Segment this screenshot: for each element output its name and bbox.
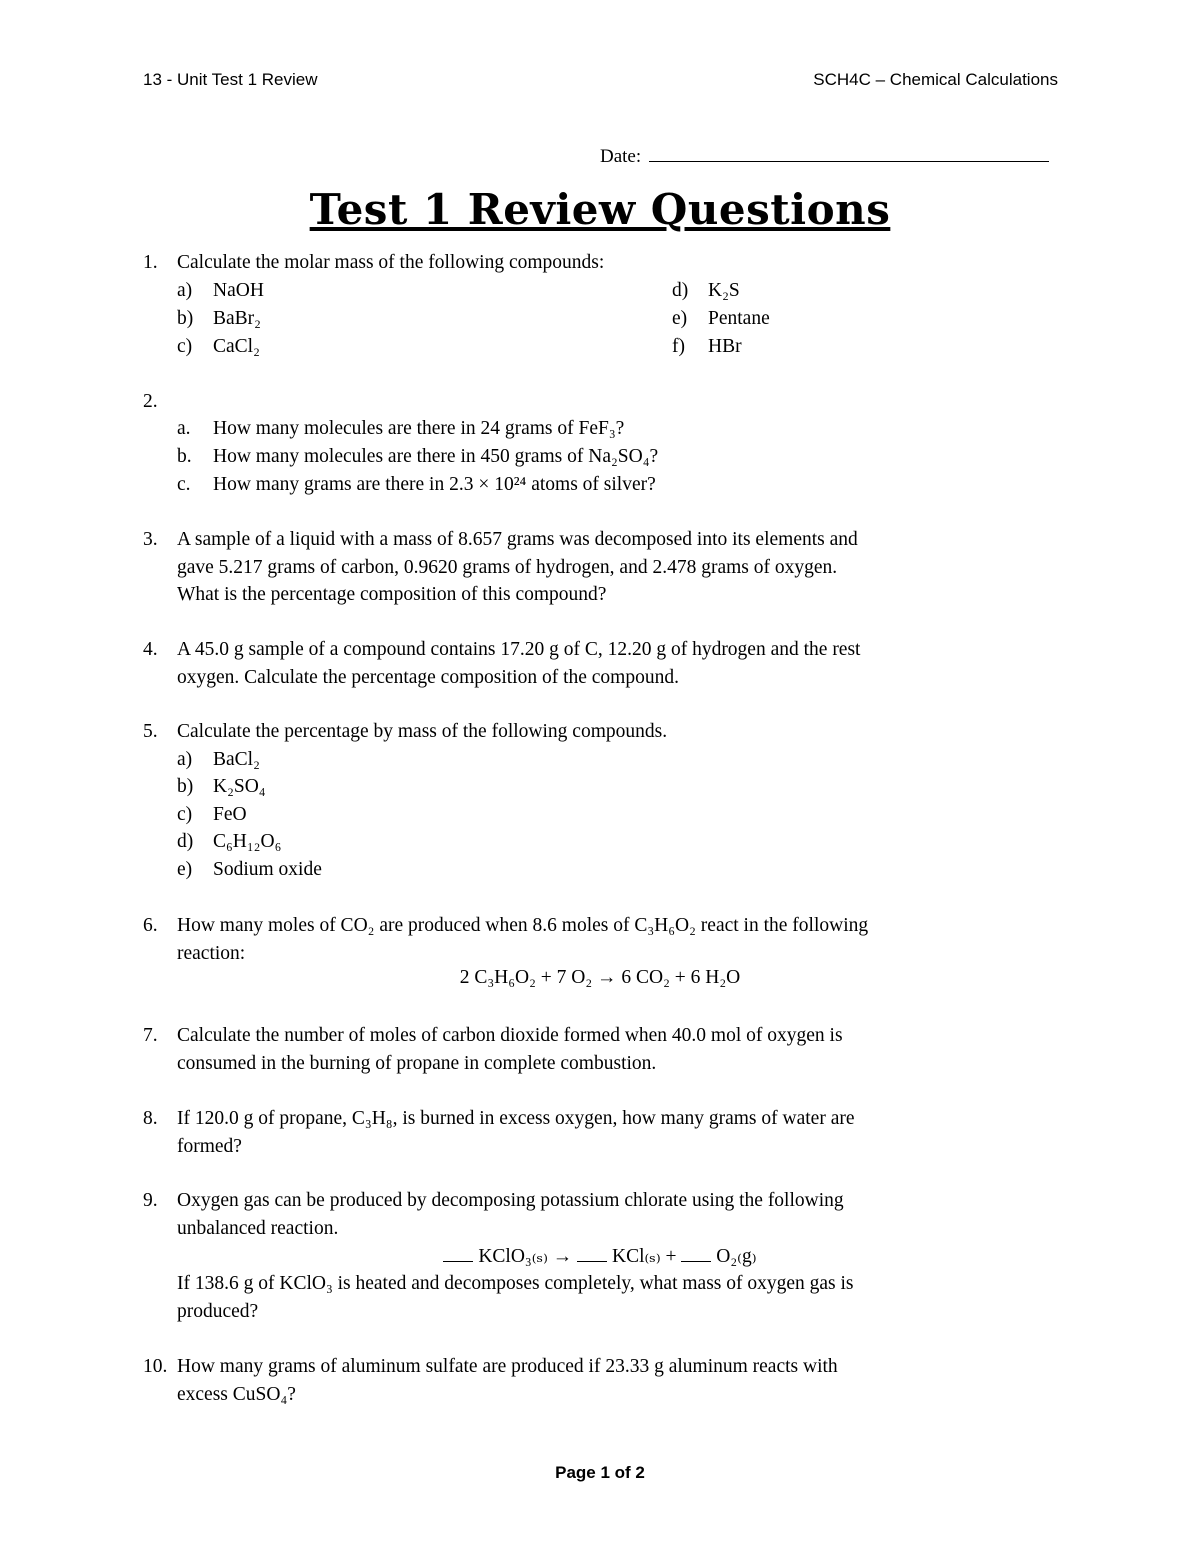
question-number: 8. [143,1108,158,1129]
question-line: A 45.0 g sample of a compound contains 17.20 g of C, 12.20 g of hydrogen and the rest [177,639,861,660]
date-line [649,144,1049,162]
list-item: b) BaBr₂ [177,308,261,329]
question-number: 4. [143,639,158,660]
page-title: Test 1 Review Questions [309,185,891,234]
list-item: a) BaCl₂ [177,749,260,770]
question-number: 2. [143,391,158,412]
list-item: d) C₆H₁₂O₆ [177,831,282,852]
equation: KClO₃₍ₛ₎ → KCl₍ₛ₎ + O₂₍g₎ [0,1244,1200,1268]
question-line: oxygen. Calculate the percentage composition of the compound. [177,666,679,688]
question-number: 3. [143,529,158,550]
question-line: formed? [177,1135,242,1157]
list-item: e) Pentane [672,308,770,329]
question-5 [143,718,1060,746]
question-6 [143,912,1060,967]
question-line: gave 5.217 grams of carbon, 0.9620 grams of hydrogen, and 2.478 grams of oxygen. [177,556,838,578]
question-7 [143,1022,1060,1077]
question-line: consumed in the burning of propane in complete combustion. [177,1052,657,1074]
header-left: 13 - Unit Test 1 Review [143,70,318,89]
question-9-continued [143,1270,1060,1325]
question-line: If 120.0 g of propane, C₃H₈, is burned in excess oxygen, how many grams of water are [177,1108,855,1129]
page-footer: Page 1 of 2 [555,1463,645,1482]
question-line: Oxygen gas can be produced by decomposing potassium chlorate using the following [177,1190,844,1211]
list-item: e) Sodium oxide [177,859,322,880]
question-1 [143,249,1060,277]
question-line: How many moles of CO₂ are produced when 8.6 moles of C₃H₆O₂ react in the following [177,915,869,936]
list-item: b) K₂SO₄ [177,776,266,797]
question-3 [143,526,1060,609]
question-9 [143,1187,1060,1242]
question-line: reaction: [177,942,246,964]
question-number: 5. [143,721,158,742]
date-label: Date: [600,146,642,167]
header-right: SCH4C – Chemical Calculations [813,70,1058,89]
question-line: What is the percentage composition of this compound? [177,584,607,605]
list-item: f) HBr [672,336,742,357]
question-line: produced? [177,1300,259,1322]
answer-blank [681,1246,711,1262]
list-item: d) K₂S [672,280,740,301]
list-item: b. How many molecules are there in 450 grams of Na₂SO₄? [177,446,659,467]
list-item: a. How many molecules are there in 24 grams of FeF₃? [177,418,625,439]
equation: 2 C₃H₆O₂ + 7 O₂ → 6 CO₂ + 6 H₂O [459,967,741,988]
list-item: c. How many grams are there in 2.3 × 10²⁴ atoms of silver? [177,474,656,495]
list-item: a) NaOH [177,280,264,301]
question-4 [143,636,1060,691]
question-line: A sample of a liquid with a mass of 8.657 grams was decomposed into its elements and [177,529,858,550]
question-number: 7. [143,1025,158,1046]
question-number: 6. [143,915,158,936]
date-field [600,144,1049,168]
question-8 [143,1105,1060,1160]
question-line: Calculate the number of moles of carbon dioxide formed when 40.0 mol of oxygen is [177,1025,843,1046]
answer-blank [443,1246,473,1262]
list-item: c) FeO [177,804,247,825]
question-line: unbalanced reaction. [177,1217,339,1239]
question-line: How many grams of aluminum sulfate are produced if 23.33 g aluminum reacts with [177,1356,838,1377]
answer-blank [577,1246,607,1262]
question-number: 10. [143,1356,168,1377]
question-line: excess CuSO₄? [177,1383,296,1405]
question-number: 1. [143,252,158,273]
question-number: 9. [143,1190,158,1211]
question-text: Calculate the percentage by mass of the following compounds. [177,721,668,742]
question-10 [143,1353,1060,1408]
list-item: c) CaCl₂ [177,336,260,357]
question-text: Calculate the molar mass of the following compounds: [177,252,605,273]
question-line: If 138.6 g of KClO₃ is heated and decomposes completely, what mass of oxygen gas is [177,1273,854,1294]
